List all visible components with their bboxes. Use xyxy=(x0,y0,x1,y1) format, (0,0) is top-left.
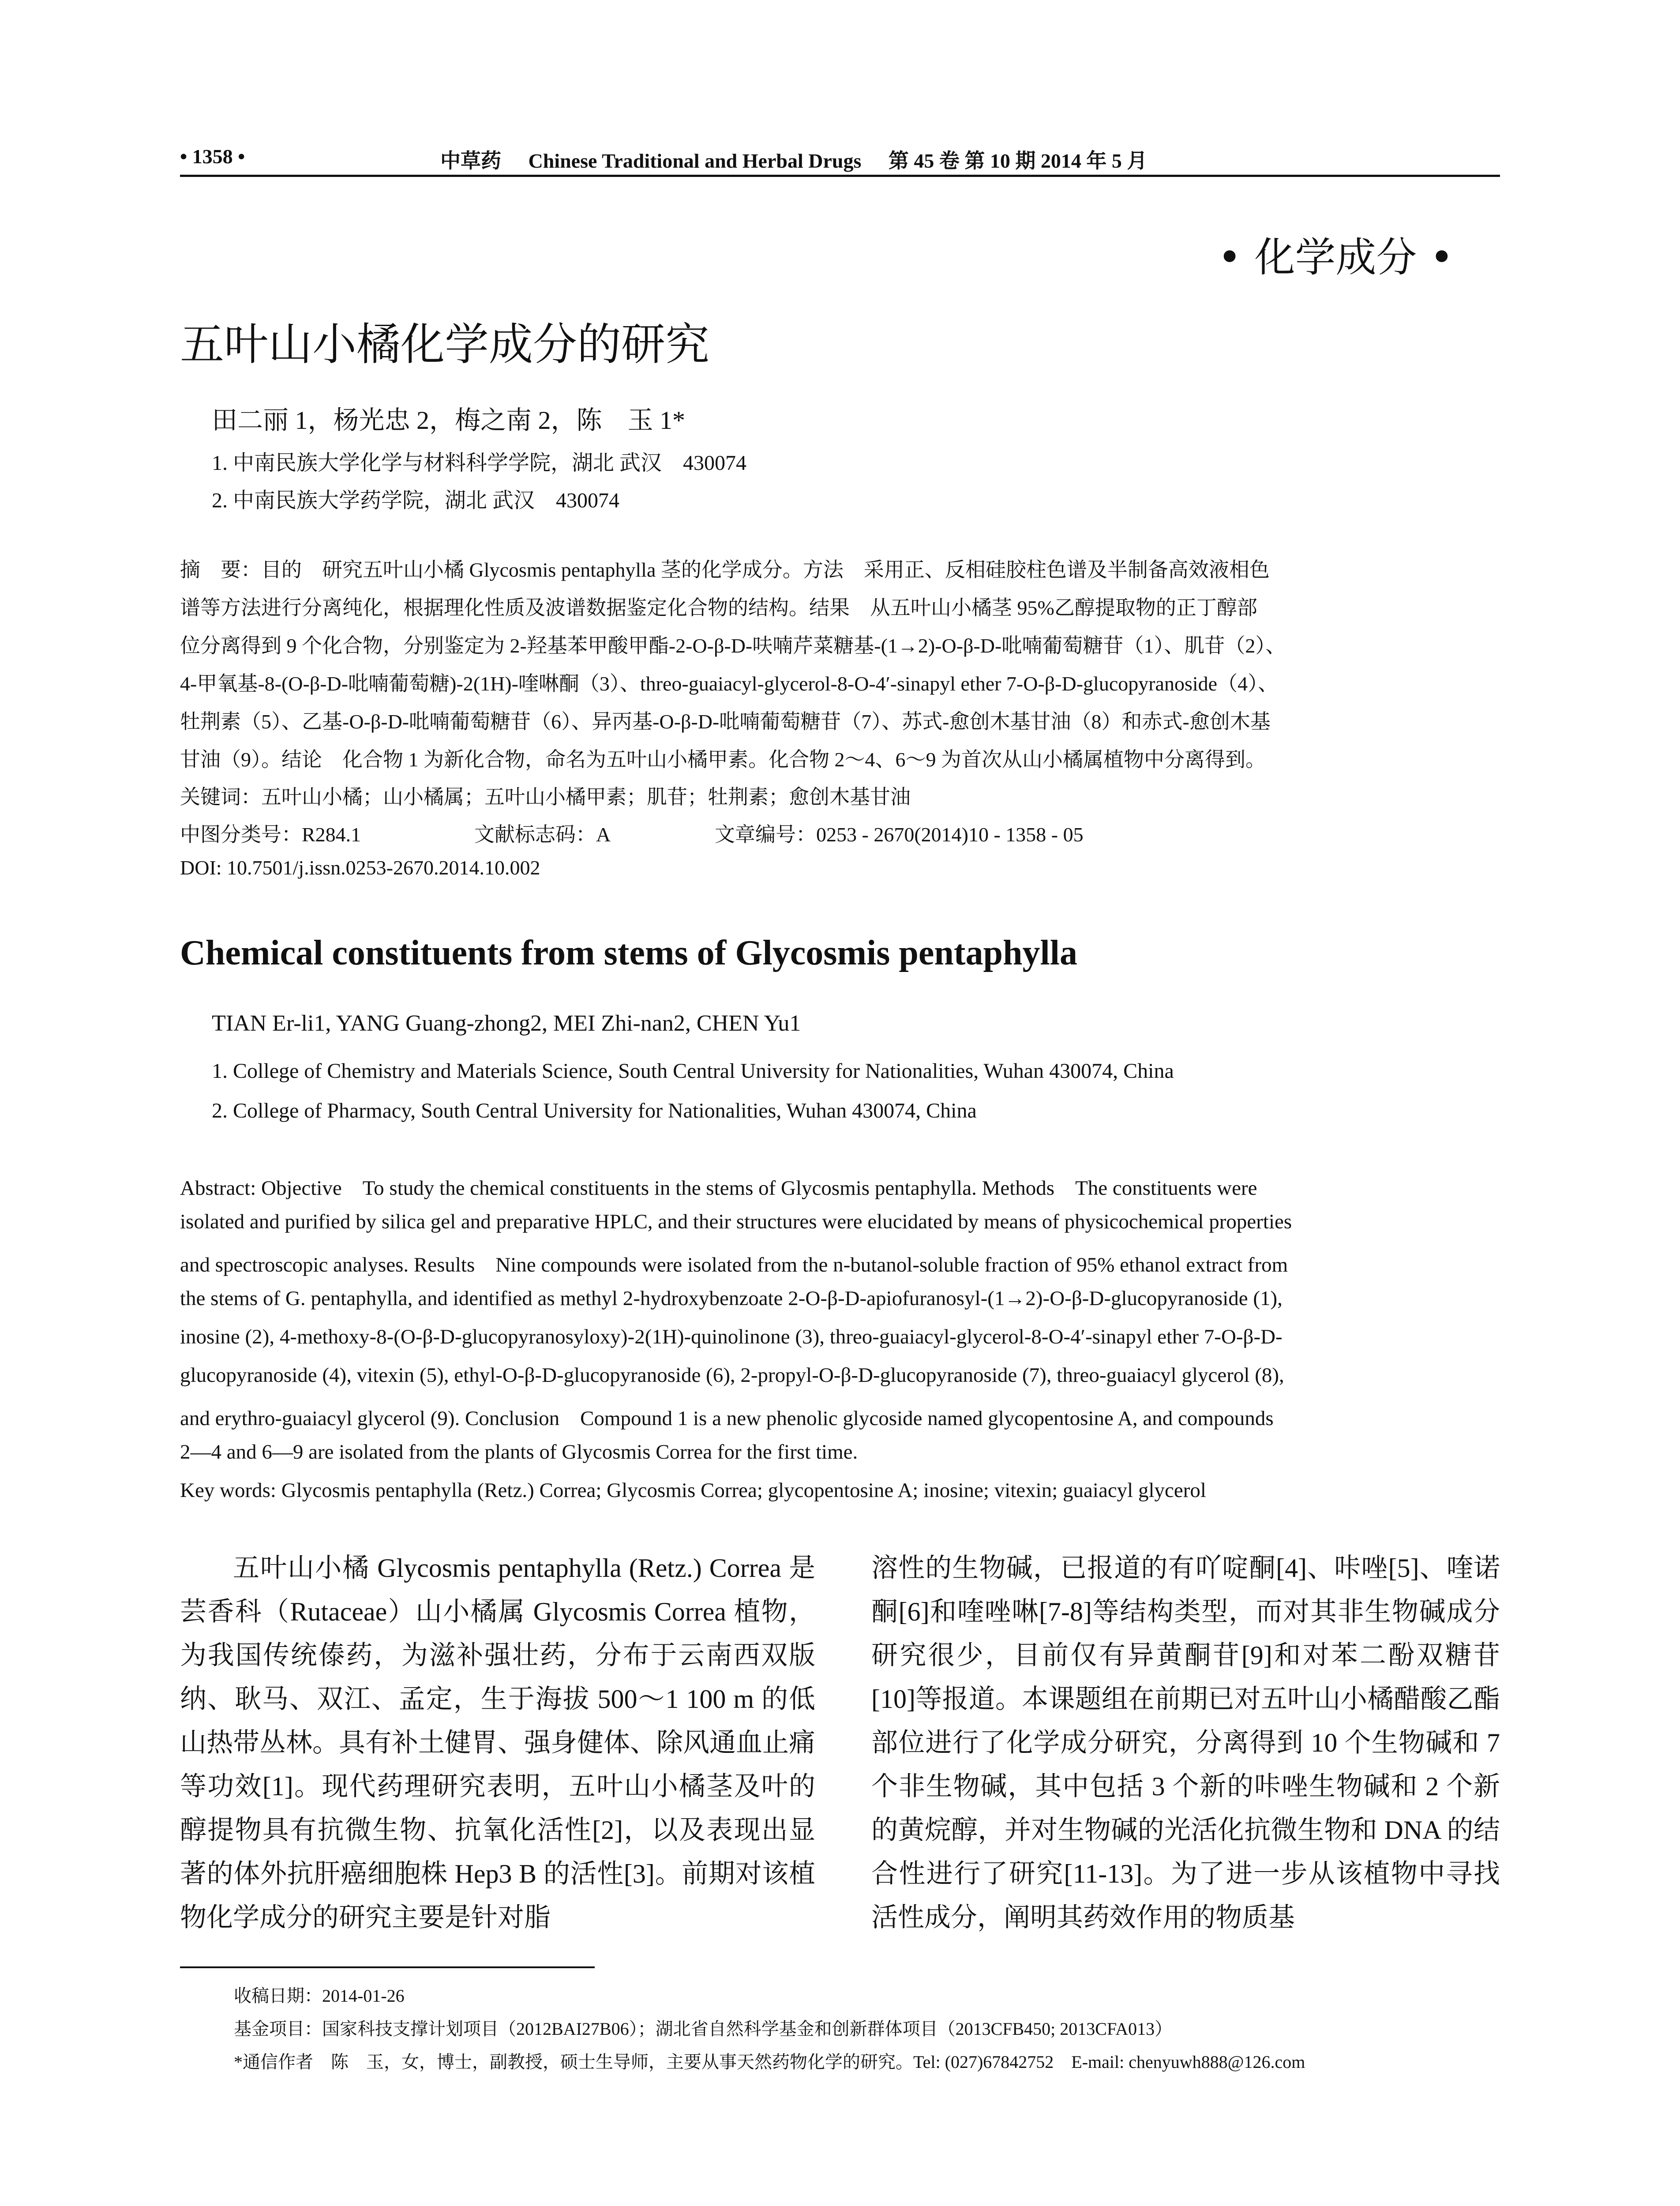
affiliation-cn-2: 2. 中南民族大学药学院，湖北 武汉 430074 xyxy=(212,489,620,512)
abstract-cn-line: 甘油（9）。结论 化合物 1 为新化合物，命名为五叶山小橘甲素。化合物 2～4、6～9 为首次从山小橘属植物中分离得到。 xyxy=(180,748,1266,771)
abstract-en-line: the stems of G. pentaphylla, and identified as methyl 2-hydroxybenzoate 2-O-β-D-apiofuranosyl-(1→2)-O-β-D-glucopyranoside (1), xyxy=(180,1287,1282,1310)
abstract-en-line: glucopyranoside (4), vitexin (5), ethyl-O-β-D-glucopyranoside (6), 2-propyl-O-β-D-glucopyranoside (7), threo-guaiacyl glycerol (8), xyxy=(180,1364,1284,1387)
page-number: • 1358 • xyxy=(180,145,245,168)
footnote-received: 收稿日期：2014-01-26 xyxy=(234,1986,405,2006)
footnote-funding: 基金项目：国家科技支撑计划项目（2012BAI27B06）；湖北省自然科学基金和创新群体项目（2013CFB450; 2013CFA013） xyxy=(234,2019,1173,2039)
abstract-en-line: inosine (2), 4-methoxy-8-(O-β-D-glucopyranosyloxy)-2(1H)-quinolinone (3), threo-guaiacyl-glycerol-8-O-4′-sinapyl ether 7-O-β-D- xyxy=(180,1325,1282,1348)
body-column-left xyxy=(180,1546,815,1940)
abstract-en-line: Abstract: Objective To study the chemical constituents in the stems of Glycosmis pentaphylla. Methods The constituents were xyxy=(180,1177,1257,1200)
abstract-cn-line: 4-甲氧基-8-(O-β-D-吡喃葡萄糖)-2(1H)-喹啉酮（3）、threo-guaiacyl-glycerol-8-O-4′-sinapyl ether 7-O-β-D-glucopyranoside（4）、 xyxy=(180,672,1279,695)
keywords-en: Key words: Glycosmis pentaphylla (Retz.) Correa; Glycosmis Correa; glycopentosine A; inosine; vitexin; guaiacyl glycerol xyxy=(180,1479,1206,1502)
header-rule xyxy=(180,175,1500,177)
journal-name-en: Chinese Traditional and Herbal Drugs xyxy=(528,150,862,172)
keywords-cn: 关键词：五叶山小橘；山小橘属；五叶山小橘甲素；肌苷；牡荆素；愈创木基甘油 xyxy=(180,786,911,808)
body-paragraph: 溶性的生物碱，已报道的有吖啶酮[4]、咔唑[5]、喹诺酮[6]和喹唑啉[7-8]等结构类型，而对其非生物碱成分研究很少，目前仅有异黄酮苷[9]和对苯二酚双糖苷[10]等报道。本课题组在前期已对五叶山小橘醋酸乙酯部位进行了化学成分研究，分离得到 10 个生物碱和 7 个非生物碱，其中包括 3 个新的咔唑生物碱和 2 个新的黄烷醇，并对生物碱的光活化抗微生物和 DNA 的结合性进行了研究[11-13]。为了进一步从该植物中寻找活性成分，阐明其药效作用的物质基 xyxy=(871,1553,1500,1932)
abstract-en-line: 2—4 and 6—9 are isolated from the plants of Glycosmis Correa for the first time. xyxy=(180,1441,858,1463)
affiliation-en-1: 1. College of Chemistry and Materials Science, South Central University for Nationalities, Wuhan 430074, China xyxy=(212,1059,1174,1083)
abstract-en-line: and spectroscopic analyses. Results Nine compounds were isolated from the n-butanol-soluble fraction of 95% ethanol extract from xyxy=(180,1253,1288,1276)
document-code: 文献标志码：A xyxy=(474,823,611,846)
abstract-en-line: isolated and purified by silica gel and preparative HPLC, and their structures were elucidated by means of physicochemical properties xyxy=(180,1210,1292,1233)
footnote-corresponding: *通信作者 陈 玉，女，博士，副教授，硕士生导师，主要从事天然药物化学的研究。Tel: (027)67842752 E-mail: chenyuwh888@126.com xyxy=(234,2052,1305,2072)
running-header xyxy=(180,141,1500,172)
footnote-rule xyxy=(180,1966,595,1968)
title-en: Chemical constituents from stems of Glycosmis pentaphylla xyxy=(180,934,1077,972)
issue-info: 第 45 卷 第 10 期 2014 年 5 月 xyxy=(888,150,1148,172)
body-column-right xyxy=(871,1546,1500,1940)
doi: DOI: 10.7501/j.issn.0253-2670.2014.10.002 xyxy=(180,856,540,879)
section-label: • 化学成分 • xyxy=(1218,234,1454,281)
journal-name-cn: 中草药 xyxy=(440,150,501,172)
title-cn: 五叶山小橘化学成分的研究 xyxy=(180,319,709,370)
abstract-en-line: and erythro-guaiacyl glycerol (9). Conclusion Compound 1 is a new phenolic glycoside named glycopentosine A, and compounds xyxy=(180,1407,1274,1430)
abstract-cn-line: 摘 要：目的 研究五叶山小橘 Glycosmis pentaphylla 茎的化学成分。方法 采用正、反相硅胶柱色谱及半制备高效液相色 xyxy=(180,559,1270,581)
authors-cn: 田二丽 1，杨光忠 2，梅之南 2，陈 玉 1* xyxy=(212,406,686,435)
affiliation-cn-1: 1. 中南民族大学化学与材料科学学院，湖北 武汉 430074 xyxy=(212,451,747,475)
journal-info xyxy=(440,145,1147,174)
abstract-cn-line: 位分离得到 9 个化合物，分别鉴定为 2-羟基苯甲酸甲酯-2-O-β-D-呋喃芹菜糖基-(1→2)-O-β-D-吡喃葡萄糖苷（1）、肌苷（2）、 xyxy=(180,634,1286,657)
abstract-cn-line: 谱等方法进行分离纯化，根据理化性质及波谱数据鉴定化合物的结构。结果 从五叶山小橘茎 95%乙醇提取物的正丁醇部 xyxy=(180,597,1257,619)
affiliation-en-2: 2. College of Pharmacy, South Central University for Nationalities, Wuhan 430074, China xyxy=(212,1099,977,1122)
body-paragraph: 五叶山小橘 Glycosmis pentaphylla (Retz.) Correa 是芸香科（Rutaceae）山小橘属 Glycosmis Correa 植物，为我国传统傣药，为滋补强壮药，分布于云南西双版纳、耿马、双江、孟定，生于海拔 500～1 100 m 的低山热带丛林。具有补土健胃、强身健体、除风通血止痛等功效[1]。现代药理研究表明，五叶山小橘茎及叶的醇提物具有抗微生物、抗氧化活性[2]，以及表现出显著的体外抗肝癌细胞株 Hep3 B 的活性[3]。前期对该植物化学成分的研究主要是针对脂 xyxy=(180,1553,815,1932)
article-number: 文章编号：0253 - 2670(2014)10 - 1358 - 05 xyxy=(715,823,1084,846)
abstract-cn-line: 牡荆素（5）、乙基-O-β-D-吡喃葡萄糖苷（6）、异丙基-O-β-D-吡喃葡萄糖苷（7）、苏式-愈创木基甘油（8）和赤式-愈创木基 xyxy=(180,710,1271,733)
clc-number: 中图分类号：R284.1 xyxy=(180,823,361,846)
authors-en: TIAN Er-li1, YANG Guang-zhong2, MEI Zhi-nan2, CHEN Yu1 xyxy=(212,1011,801,1036)
